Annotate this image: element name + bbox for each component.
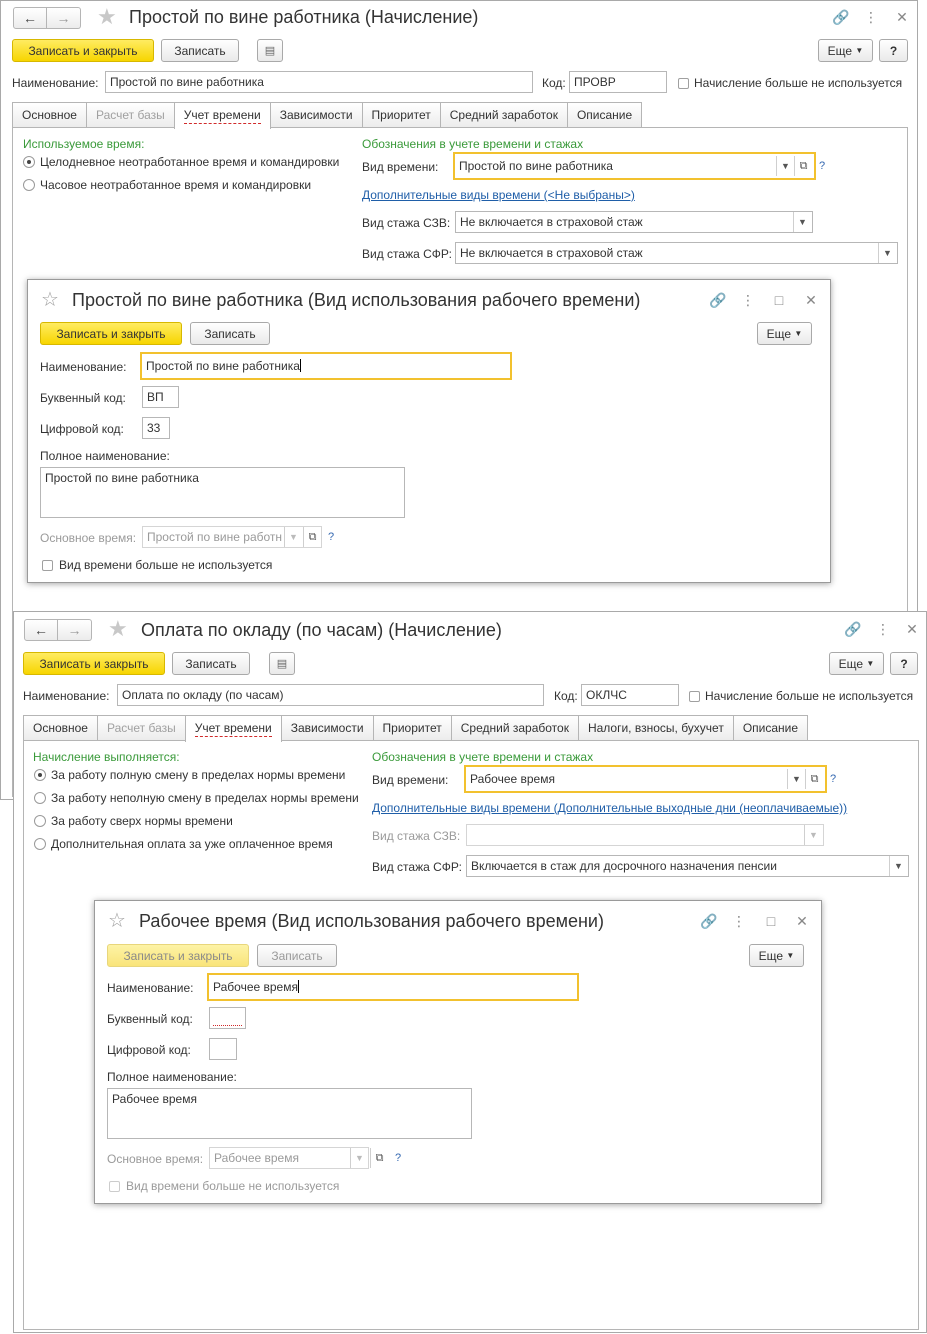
time-type-open[interactable] [805,769,823,789]
base-time-open[interactable] [303,527,321,547]
radio-full-shift-label: За работу полную смену в пределах нормы времени [51,768,346,782]
star-icon[interactable]: ★ [108,616,128,641]
code-label: Код: [554,689,578,703]
text-cursor [298,980,299,993]
star-icon[interactable]: ★ [97,4,117,29]
base-time-dropdown [350,1148,368,1168]
back-button[interactable] [24,619,58,641]
time-type-dropdown[interactable] [776,156,794,176]
radio-overtime[interactable] [34,815,46,827]
arrow-left-icon: ← [23,10,37,26]
list-icon: ▤ [276,658,288,670]
name-label: Наименование: [23,689,110,703]
extra-time-types-link[interactable]: Дополнительные виды времени (<Не выбраны>) [362,188,635,202]
digit-code-input[interactable] [209,1038,237,1060]
not-used-label: Начисление больше не используется [705,689,914,703]
more-vertical-icon[interactable]: ⋮ [864,9,878,25]
close-icon[interactable]: ✕ [896,9,908,25]
tab-base-calc[interactable]: Расчет базы [97,715,186,740]
tab-main[interactable]: Основное [12,102,87,127]
arrow-right-icon: → [56,10,71,26]
dialog-title: Рабочее время (Вид использования рабочего времени) [139,911,604,931]
not-used-checkbox[interactable] [689,691,700,702]
open-window-icon: ⧉ [799,159,808,172]
arrow-left-icon: ← [34,622,48,638]
open-window-icon: ⧉ [308,530,317,543]
code-input[interactable]: ОКЛЧС [581,684,679,706]
help-button[interactable]: ? [879,39,908,62]
full-name-label: Полное наименование: [107,1070,237,1084]
time-type-dialog-work [94,900,822,1204]
close-icon[interactable]: ✕ [805,292,817,308]
chevron-down-icon: ▼ [289,532,298,542]
maximize-icon[interactable]: □ [766,913,776,929]
time-type-label: Вид времени: [372,773,449,787]
text-cursor [300,359,301,372]
name-label: Наименование: [40,360,127,374]
sfr-label: Вид стажа СФР: [372,860,462,874]
list-icon: ▤ [264,45,276,57]
save-button[interactable]: Записать [172,652,250,675]
arrow-right-icon: → [67,622,82,638]
not-used-checkbox[interactable] [42,560,53,571]
not-used-checkbox[interactable] [109,1181,120,1192]
radio-hourly-label: Часовое неотработанное время и командировки [40,178,312,192]
window-title: Простой по вине работника (Начисление) [129,7,479,27]
name-label: Наименование: [107,981,194,995]
sfr-input[interactable]: Включается в стаж для досрочного назначения пенсии [466,855,909,877]
more-button[interactable]: Еще ▼ [829,652,884,675]
link-icon[interactable]: 🔗 [844,621,862,637]
base-time-help[interactable]: ? [328,531,335,543]
not-used-label: Вид времени больше не используется [126,1179,340,1193]
code-label: Код: [542,76,566,90]
name-input[interactable]: Рабочее время [207,973,579,1001]
base-time-dropdown [284,527,302,547]
sfr-dropdown[interactable] [889,856,907,876]
maximize-icon[interactable]: □ [774,292,784,308]
full-name-textarea[interactable]: Простой по вине работника [40,467,405,518]
base-time-help[interactable]: ? [395,1152,402,1164]
name-input[interactable]: Простой по вине работника [140,352,512,380]
radio-overtime-label: За работу сверх нормы времени [51,814,233,828]
chevron-down-icon: ▼ [792,774,801,784]
more-vertical-icon[interactable]: ⋮ [741,292,755,308]
base-time-input: Простой по вине работн [142,526,322,548]
more-button[interactable]: Еще ▼ [757,322,812,345]
save-close-button[interactable]: Записать и закрыть [12,39,154,62]
not-used-label: Вид времени больше не используется [59,558,273,572]
save-close-button[interactable]: Записать и закрыть [23,652,165,675]
star-icon[interactable]: ☆ [108,910,126,932]
tab-priority[interactable]: Приоритет [373,715,452,740]
tab-description[interactable]: Описание [733,715,808,740]
tab-dependencies[interactable]: Зависимости [270,102,363,127]
szv-dropdown [804,825,822,845]
tab-time-accounting[interactable]: Учет времени [174,102,271,129]
used-time-heading: Используемое время: [23,137,145,151]
base-time-input: Рабочее время [209,1147,369,1169]
tab-dependencies[interactable]: Зависимости [281,715,374,740]
radio-partial-shift[interactable] [34,792,46,804]
tab-average-earnings[interactable]: Средний заработок [451,715,579,740]
radio-full-shift[interactable] [34,769,46,781]
chevron-down-icon: ▼ [866,659,875,668]
full-name-textarea[interactable]: Рабочее время [107,1088,472,1139]
letter-code-label: Буквенный код: [107,1012,193,1026]
more-vertical-icon[interactable]: ⋮ [876,621,890,637]
radio-extra-payment-label: Дополнительная оплата за уже оплаченное время [51,837,333,851]
save-button[interactable]: Записать [161,39,239,62]
szv-label: Вид стажа СЗВ: [372,829,461,843]
letter-code-input[interactable]: ВП [142,386,179,408]
radio-full-day-label: Целодневное неотработанное время и командировки [40,155,340,169]
more-button[interactable]: Еще ▼ [818,39,873,62]
time-type-dropdown[interactable] [787,769,805,789]
tab-bar [12,102,641,127]
time-type-input[interactable]: Рабочее время [464,765,827,793]
more-button[interactable]: Еще ▼ [749,944,804,967]
close-icon[interactable]: ✕ [796,913,808,929]
sfr-dropdown[interactable] [878,243,896,263]
more-vertical-icon[interactable]: ⋮ [732,913,746,929]
extra-time-types-link[interactable]: Дополнительные виды времени (Дополнительные выходные дни (неоплачиваемые)) [372,801,848,815]
window-title: Оплата по окладу (по часам) (Начисление) [141,620,502,640]
time-type-help[interactable]: ? [819,160,826,172]
forward-button[interactable] [47,7,81,29]
link-icon[interactable]: 🔗 [709,292,727,308]
szv-input [466,824,824,846]
chevron-down-icon: ▼ [855,46,864,55]
time-type-help[interactable]: ? [830,773,837,785]
save-close-button[interactable]: Записать и закрыть [107,944,249,967]
szv-label: Вид стажа СЗВ: [362,216,451,230]
link-icon[interactable]: 🔗 [832,9,850,25]
open-window-icon: ⧉ [375,1151,384,1164]
report-list-button[interactable] [257,39,283,62]
tab-description[interactable]: Описание [567,102,642,127]
digit-code-label: Цифровой код: [107,1043,191,1057]
code-input[interactable]: ПРОВР [569,71,667,93]
report-list-button[interactable] [269,652,295,675]
radio-partial-shift-label: За работу неполную смену в пределах нормы времени [51,791,359,805]
radio-hourly[interactable] [23,179,35,191]
tab-taxes[interactable]: Налоги, взносы, бухучет [578,715,734,740]
sfr-label: Вид стажа СФР: [362,247,452,261]
time-type-label: Вид времени: [362,160,439,174]
chevron-down-icon: ▼ [786,951,795,960]
base-time-label: Основное время: [107,1152,204,1166]
tab-time-accounting[interactable]: Учет времени [185,715,282,742]
digit-code-label: Цифровой код: [40,422,124,436]
forward-button[interactable] [58,619,92,641]
time-type-dialog-idle [27,279,831,583]
base-time-open[interactable] [370,1148,388,1168]
star-icon[interactable]: ☆ [41,289,59,311]
chevron-down-icon: ▼ [798,217,807,227]
tab-priority[interactable]: Приоритет [362,102,441,127]
close-icon[interactable]: ✕ [906,621,918,637]
not-used-checkbox[interactable] [678,78,689,89]
digit-code-input[interactable]: 33 [142,417,170,439]
chevron-down-icon: ▼ [894,861,903,871]
chevron-down-icon: ▼ [781,161,790,171]
name-input[interactable]: Простой по вине работника [105,71,533,93]
name-input[interactable]: Оплата по окладу (по часам) [117,684,544,706]
tab-base-calc[interactable]: Расчет базы [86,102,175,127]
save-button[interactable]: Записать [190,322,270,345]
tab-main[interactable]: Основное [23,715,98,740]
dialog-title: Простой по вине работника (Вид использования рабочего времени) [72,290,641,310]
radio-full-day[interactable] [23,156,35,168]
open-window-icon: ⧉ [810,772,819,785]
link-icon[interactable]: 🔗 [700,913,718,929]
chevron-down-icon: ▼ [883,248,892,258]
designations-heading: Обозначения в учете времени и стажах [372,750,594,764]
accrual-heading: Начисление выполняется: [33,750,180,764]
szv-dropdown[interactable] [793,212,811,232]
full-name-label: Полное наименование: [40,449,170,463]
base-time-label: Основное время: [40,531,137,545]
not-used-label: Начисление больше не используется [694,76,903,90]
help-button[interactable]: ? [890,652,918,675]
letter-code-label: Буквенный код: [40,391,126,405]
required-underline [213,1025,242,1026]
sfr-input[interactable]: Не включается в страховой стаж [455,242,898,264]
chevron-down-icon: ▼ [794,329,803,338]
chevron-down-icon: ▼ [355,1153,364,1163]
szv-input[interactable]: Не включается в страховой стаж [455,211,813,233]
designations-heading: Обозначения в учете времени и стажах [362,137,584,151]
save-button[interactable]: Записать [257,944,337,967]
chevron-down-icon: ▼ [809,830,818,840]
time-type-open[interactable] [794,156,812,176]
time-type-input[interactable]: Простой по вине работника [453,152,816,180]
back-button[interactable] [13,7,47,29]
tab-average-earnings[interactable]: Средний заработок [440,102,568,127]
tab-bar [23,715,807,740]
save-close-button[interactable]: Записать и закрыть [40,322,182,345]
name-label: Наименование: [12,76,99,90]
radio-extra-payment[interactable] [34,838,46,850]
